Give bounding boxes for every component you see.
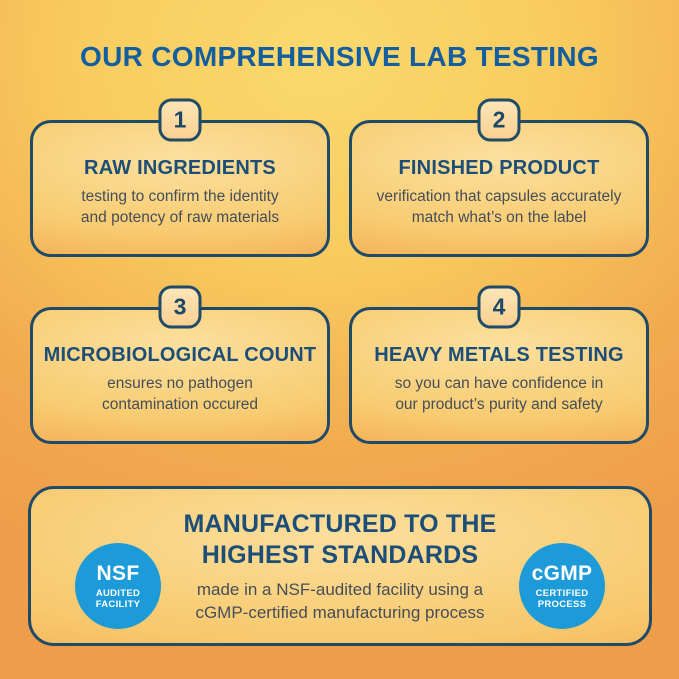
card-body-line: our product’s purity and safety xyxy=(395,395,603,413)
cgmp-badge-subtitle xyxy=(536,588,589,610)
card-body-line: verification that capsules accurately xyxy=(376,188,622,206)
cgmp-certified-process-badge xyxy=(519,543,605,629)
card-body-line: match what’s on the label xyxy=(411,208,587,226)
card-heading: RAW INGREDIENTS xyxy=(84,157,276,180)
footer-heading-line: MANUFACTURED TO THE xyxy=(183,510,497,539)
footer-body-line: cGMP-certified manufacturing process xyxy=(195,603,485,622)
card-number-badge-3 xyxy=(159,286,202,329)
card-body xyxy=(377,187,622,228)
card-heading: MICROBIOLOGICAL COUNT xyxy=(43,344,317,367)
card-body-line: testing to confirm the identity xyxy=(81,188,279,206)
nsf-badge-subtitle xyxy=(96,588,141,610)
cgmp-badge-subtitle-line: CERTIFIED xyxy=(535,587,589,599)
cards-row-1 xyxy=(30,98,649,257)
card-heavy-metals-testing xyxy=(349,293,649,444)
card-body-line: ensures no pathogen xyxy=(107,375,253,393)
footer-body xyxy=(195,579,484,624)
nsf-badge-title: NSF xyxy=(96,561,140,585)
card-heading: HEAVY METALS TESTING xyxy=(374,344,624,367)
cards-grid xyxy=(30,98,649,444)
card-number-text: 3 xyxy=(173,293,187,320)
nsf-badge-subtitle-line: AUDITED xyxy=(95,587,141,599)
cards-row-2 xyxy=(30,285,649,444)
card-body-line: and potency of raw materials xyxy=(80,208,280,226)
card-number-text: 4 xyxy=(492,293,506,320)
footer-body-line: made in a NSF-audited facility using a xyxy=(196,580,484,600)
cgmp-badge-subtitle-line: PROCESS xyxy=(537,599,587,610)
cgmp-badge-title: cGMP xyxy=(531,561,593,585)
card-heading: FINISHED PRODUCT xyxy=(398,157,600,180)
footer-heading-line: HIGHEST STANDARDS xyxy=(201,540,479,569)
card-microbiological-count xyxy=(30,293,330,444)
card-number-text: 1 xyxy=(173,106,187,133)
nsf-audited-facility-badge xyxy=(75,543,161,629)
card-number-badge-2 xyxy=(478,99,521,142)
card-raw-ingredients xyxy=(30,106,330,257)
card-number-badge-4 xyxy=(478,286,521,329)
card-body xyxy=(81,187,279,228)
card-body-line: contamination occured xyxy=(102,395,258,413)
page-title: OUR COMPREHENSIVE LAB TESTING xyxy=(80,41,599,72)
card-body-line: so you can have confidence in xyxy=(394,375,604,393)
card-number-text: 2 xyxy=(492,106,506,133)
manufactured-standards-card xyxy=(28,486,652,646)
footer-heading xyxy=(183,509,496,570)
card-body xyxy=(395,374,604,415)
card-body xyxy=(102,374,258,415)
card-finished-product xyxy=(349,106,649,257)
card-number-badge-1 xyxy=(159,99,202,142)
nsf-badge-subtitle-line: FACILITY xyxy=(95,599,141,610)
